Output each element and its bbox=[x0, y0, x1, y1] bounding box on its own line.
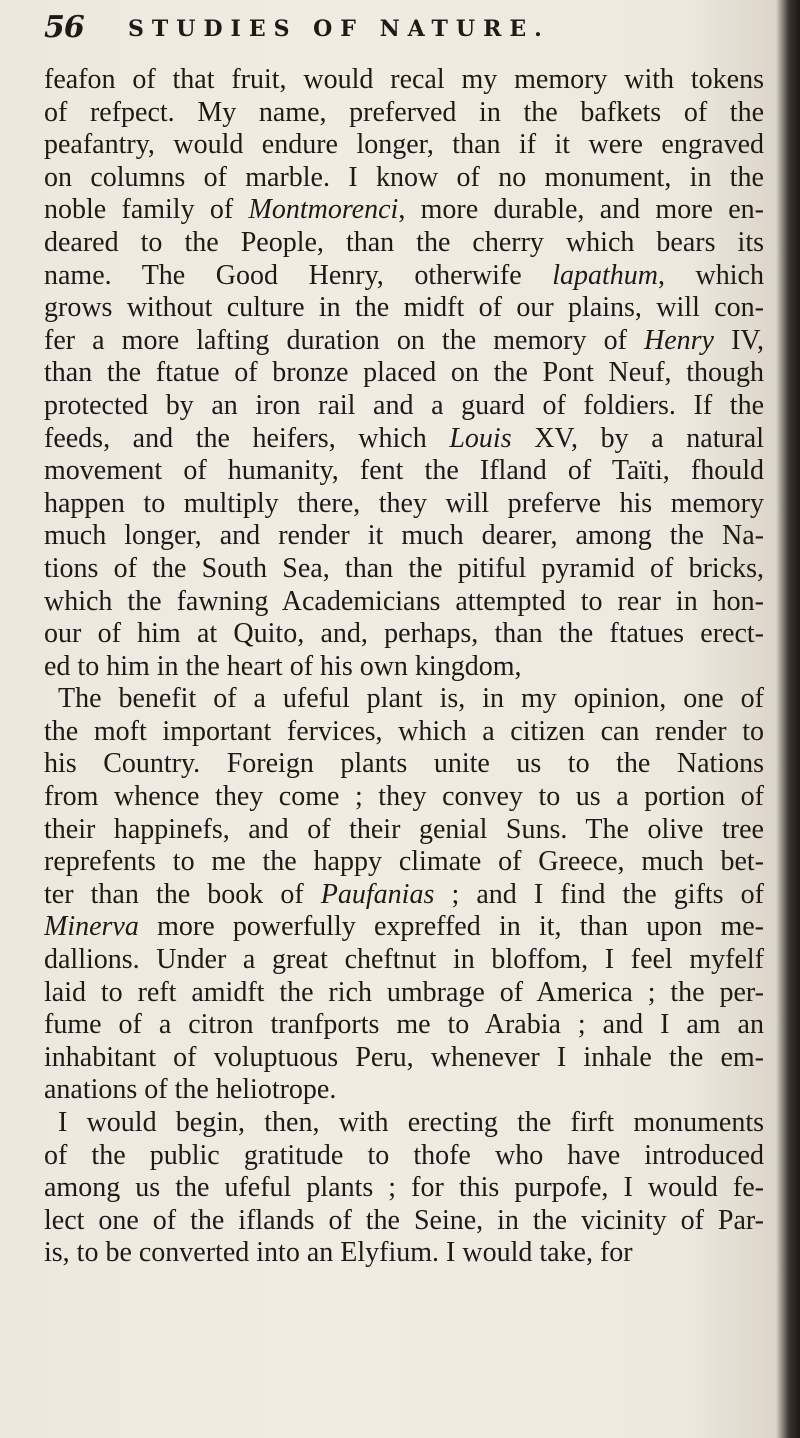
italic-term: Minerva bbox=[44, 911, 139, 943]
text-line: movement of humanity, fent the Ifland of Taïti, fhould bbox=[44, 455, 764, 487]
text-line: of refpect. My name, preferved in the bafkets of the bbox=[44, 96, 764, 128]
text-line: reprefents to me the happy climate of Greece, much bet- bbox=[44, 846, 764, 878]
italic-term: Paufanias bbox=[320, 878, 435, 910]
text-line: is, to be converted into an Elyfium. I would take, for bbox=[44, 1237, 633, 1269]
text-line: the moft important fervices, which a citizen can render to bbox=[44, 715, 764, 747]
text-line: among us the ufeful plants ; for this purpofe, I would fe- bbox=[44, 1172, 764, 1204]
italic-term: lapathum bbox=[552, 259, 658, 291]
text-line: protected by an iron rail and a guard of foldiers. If the bbox=[44, 389, 764, 421]
text-line: than the ftatue of bronze placed on the Pont Neuf, though bbox=[44, 357, 764, 389]
text-line: I would begin, then, with erecting the firft monuments bbox=[58, 1107, 764, 1138]
text-line: anations of the heliotrope. bbox=[44, 1074, 337, 1106]
text-line: of the public gratitude to thofe who have introduced bbox=[44, 1139, 764, 1171]
text-line: happen to multiply there, they will preferve his memory bbox=[44, 487, 764, 519]
text-line: much longer, and render it much dearer, among the Na- bbox=[44, 520, 764, 552]
page-header bbox=[44, 6, 764, 52]
text-line: deared to the People, than the cherry which bears its bbox=[44, 226, 764, 258]
italic-term: Montmorenci bbox=[248, 194, 399, 226]
text-line: dallions. Under a great cheftnut in bloffom, I feel myfelf bbox=[44, 944, 764, 976]
text-line: his Country. Foreign plants unite us to the Nations bbox=[44, 748, 764, 780]
text-line: ter than the book of Paufanias ; and I find the gifts of bbox=[44, 878, 764, 910]
text-line: feeds, and the heifers, which Louis XV, by a natural bbox=[44, 422, 764, 454]
text-line: fume of a citron tranfports me to Arabia ; and I am an bbox=[44, 1009, 764, 1041]
text-line: Minerva more powerfully expreffed in it, than upon me- bbox=[44, 911, 764, 943]
text-line: which the fawning Academicians attempted to rear in hon- bbox=[44, 585, 764, 617]
text-line: tions of the South Sea, than the pitiful pyramid of bricks, bbox=[44, 552, 764, 584]
text-line: on columns of marble. I know of no monument, in the bbox=[44, 161, 764, 193]
text-line: grows without culture in the midft of our plains, will con- bbox=[44, 292, 764, 324]
text-line: noble family of Montmorenci, more durable, and more en- bbox=[44, 194, 764, 226]
text-line: lect one of the iflands of the Seine, in the vicinity of Par- bbox=[44, 1204, 764, 1236]
italic-term: Louis bbox=[449, 422, 512, 454]
text-line: our of him at Quito, and, perhaps, than the ftatues erect- bbox=[44, 618, 764, 650]
text-line: peafantry, would endure longer, than if it were engraved bbox=[44, 129, 764, 161]
text-line: laid to reft amidft the rich umbrage of America ; the per- bbox=[44, 976, 764, 1008]
text-line: their happinefs, and of their genial Suns. The olive tree bbox=[44, 813, 764, 845]
text-line: from whence they come ; they convey to us a portion of bbox=[44, 781, 764, 813]
body-text bbox=[44, 64, 764, 1270]
text-line: feafon of that fruit, would recal my memory with tokens bbox=[44, 64, 764, 95]
text-line: fer a more lafting duration on the memory of Henry IV, bbox=[44, 324, 764, 356]
text-line: inhabitant of voluptuous Peru, whenever I inhale the em- bbox=[44, 1041, 764, 1073]
running-head: STUDIES OF NATURE. bbox=[128, 16, 550, 42]
page-number: 56 bbox=[44, 10, 84, 45]
italic-term: Henry bbox=[644, 324, 714, 356]
text-line: name. The Good Henry, otherwife lapathum, which bbox=[44, 259, 764, 291]
text-line: The benefit of a ufeful plant is, in my opinion, one of bbox=[58, 683, 764, 715]
text-line: ed to him in the heart of his own kingdom, bbox=[44, 650, 522, 682]
